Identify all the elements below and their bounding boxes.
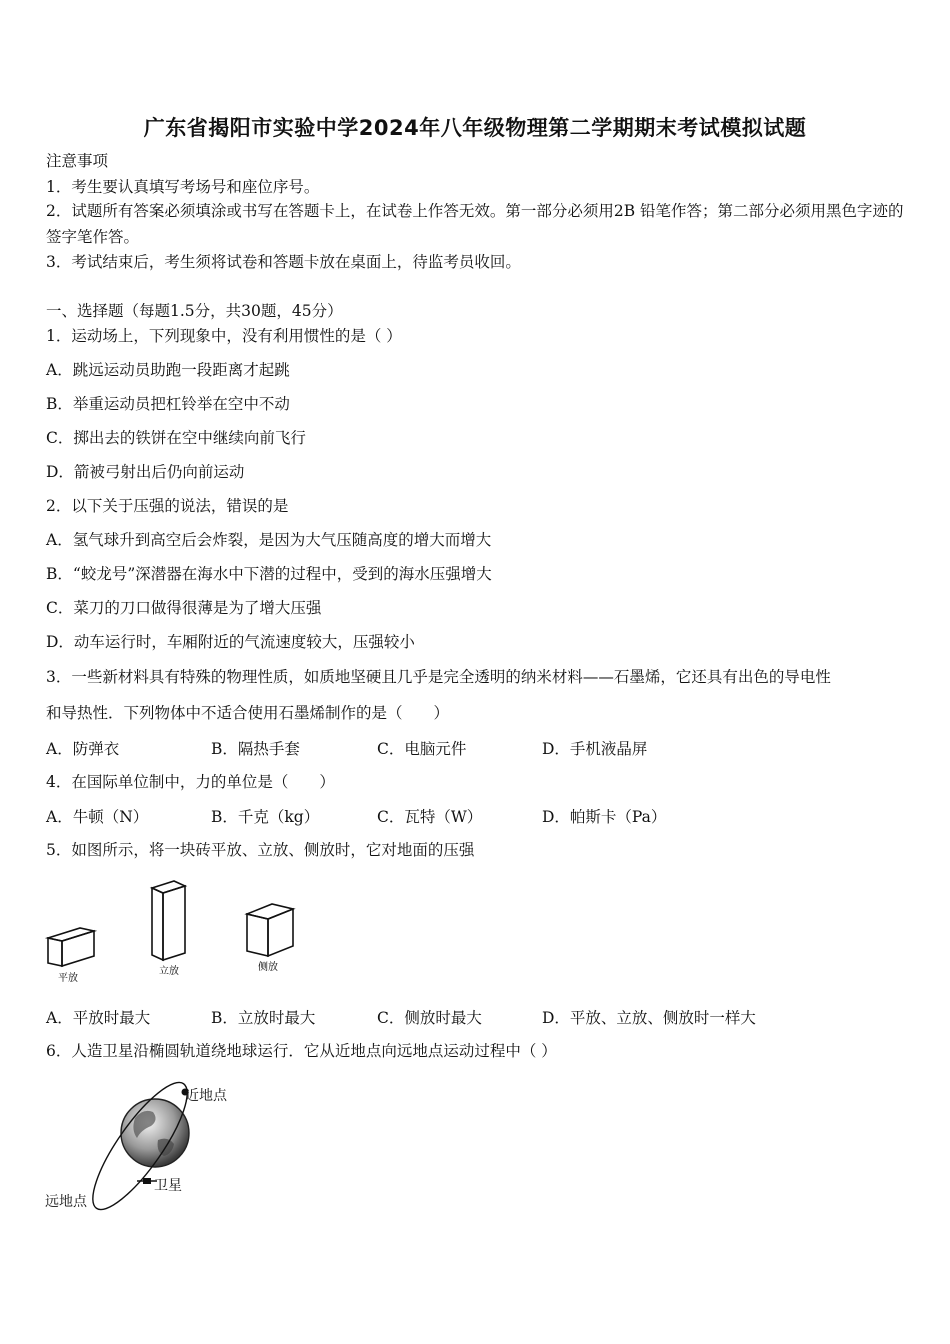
- brick-figure: [40, 876, 320, 991]
- q5-stem: 5．如图所示，将一块砖平放、立放、侧放时，它对地面的压强: [46, 841, 475, 859]
- q2-option-c: C．菜刀的刀口做得很薄是为了增大压强: [46, 599, 322, 617]
- label-flat: 平放: [58, 973, 78, 984]
- q4-option-c: C．瓦特（W）: [377, 808, 483, 826]
- q3-stem-line2: 和导热性．下列物体中不适合使用石墨烯制作的是（ ）: [46, 704, 450, 722]
- q5-option-a: A．平放时最大: [46, 1009, 151, 1027]
- notice-item-3: 3．考试结束后，考生须将试卷和答题卡放在桌面上，待监考员收回。: [46, 253, 521, 271]
- satellite-orbit-figure: [40, 1078, 260, 1218]
- q2-option-b: B．“蛟龙号”深潜器在海水中下潜的过程中，受到的海水压强增大: [46, 565, 492, 583]
- section-heading: 一、选择题（每题1.5分，共30题，45分）: [46, 302, 343, 320]
- notice-heading: 注意事项: [46, 152, 109, 170]
- q1-option-c: C．掷出去的铁饼在空中继续向前飞行: [46, 429, 306, 447]
- q5-option-c: C．侧放时最大: [377, 1009, 482, 1027]
- label-side: 侧放: [258, 962, 278, 973]
- label-perigee: 近地点: [185, 1088, 227, 1104]
- q4-option-a: A．牛顿（N）: [46, 808, 149, 826]
- q1-option-d: D．箭被弓射出后仍向前运动: [46, 463, 245, 481]
- q4-stem: 4．在国际单位制中，力的单位是（ ）: [46, 773, 335, 791]
- q3-option-b: B．隔热手套: [211, 740, 300, 758]
- q2-option-d: D．动车运行时，车厢附近的气流速度较大，压强较小: [46, 633, 415, 651]
- q1-option-a: A．跳远运动员助跑一段距离才起跳: [46, 361, 290, 379]
- q2-option-a: A．氢气球升到高空后会炸裂，是因为大气压随高度的增大而增大: [46, 531, 492, 549]
- q5-option-b: B．立放时最大: [211, 1009, 316, 1027]
- q3-stem-line1: 3．一些新材料具有特殊的物理性质，如质地坚硬且几乎是完全透明的纳米材料——石墨烯，它还具有出色的导电性: [46, 668, 831, 686]
- q4-option-b: B．千克（kg）: [211, 808, 320, 826]
- q6-stem: 6．人造卫星沿椭圆轨道绕地球运行．它从近地点向远地点运动过程中（ ）: [46, 1042, 557, 1060]
- notice-item-2: 2．试题所有答案必须填涂或书写在答题卡上，在试卷上作答无效。第一部分必须用2B 铅笔作答；第二部分必须用黑色字迹的签字笔作答。: [46, 202, 904, 246]
- page-title: 广东省揭阳市实验中学2024年八年级物理第二学期期末考试模拟试题: [143, 116, 807, 140]
- q3-option-d: D．手机液晶屏: [542, 740, 648, 758]
- label-apogee: 远地点: [45, 1194, 87, 1210]
- label-upright: 立放: [159, 966, 179, 977]
- q4-option-d: D．帕斯卡（Pa）: [542, 808, 667, 826]
- q3-option-a: A．防弹衣: [46, 740, 120, 758]
- label-satellite: 卫星: [154, 1178, 182, 1194]
- q1-option-b: B．举重运动员把杠铃举在空中不动: [46, 395, 290, 413]
- brick-flat: [48, 928, 94, 966]
- q1-stem: 1．运动场上，下列现象中，没有利用惯性的是（ ）: [46, 327, 402, 345]
- brick-side: [247, 904, 293, 956]
- q2-stem: 2．以下关于压强的说法，错误的是: [46, 497, 289, 515]
- notice-item-1: 1．考生要认真填写考场号和座位序号。: [46, 178, 320, 196]
- brick-upright: [152, 881, 185, 960]
- q3-option-c: C．电脑元件: [377, 740, 467, 758]
- earth-icon: [121, 1099, 189, 1167]
- q5-option-d: D．平放、立放、侧放时一样大: [542, 1009, 756, 1027]
